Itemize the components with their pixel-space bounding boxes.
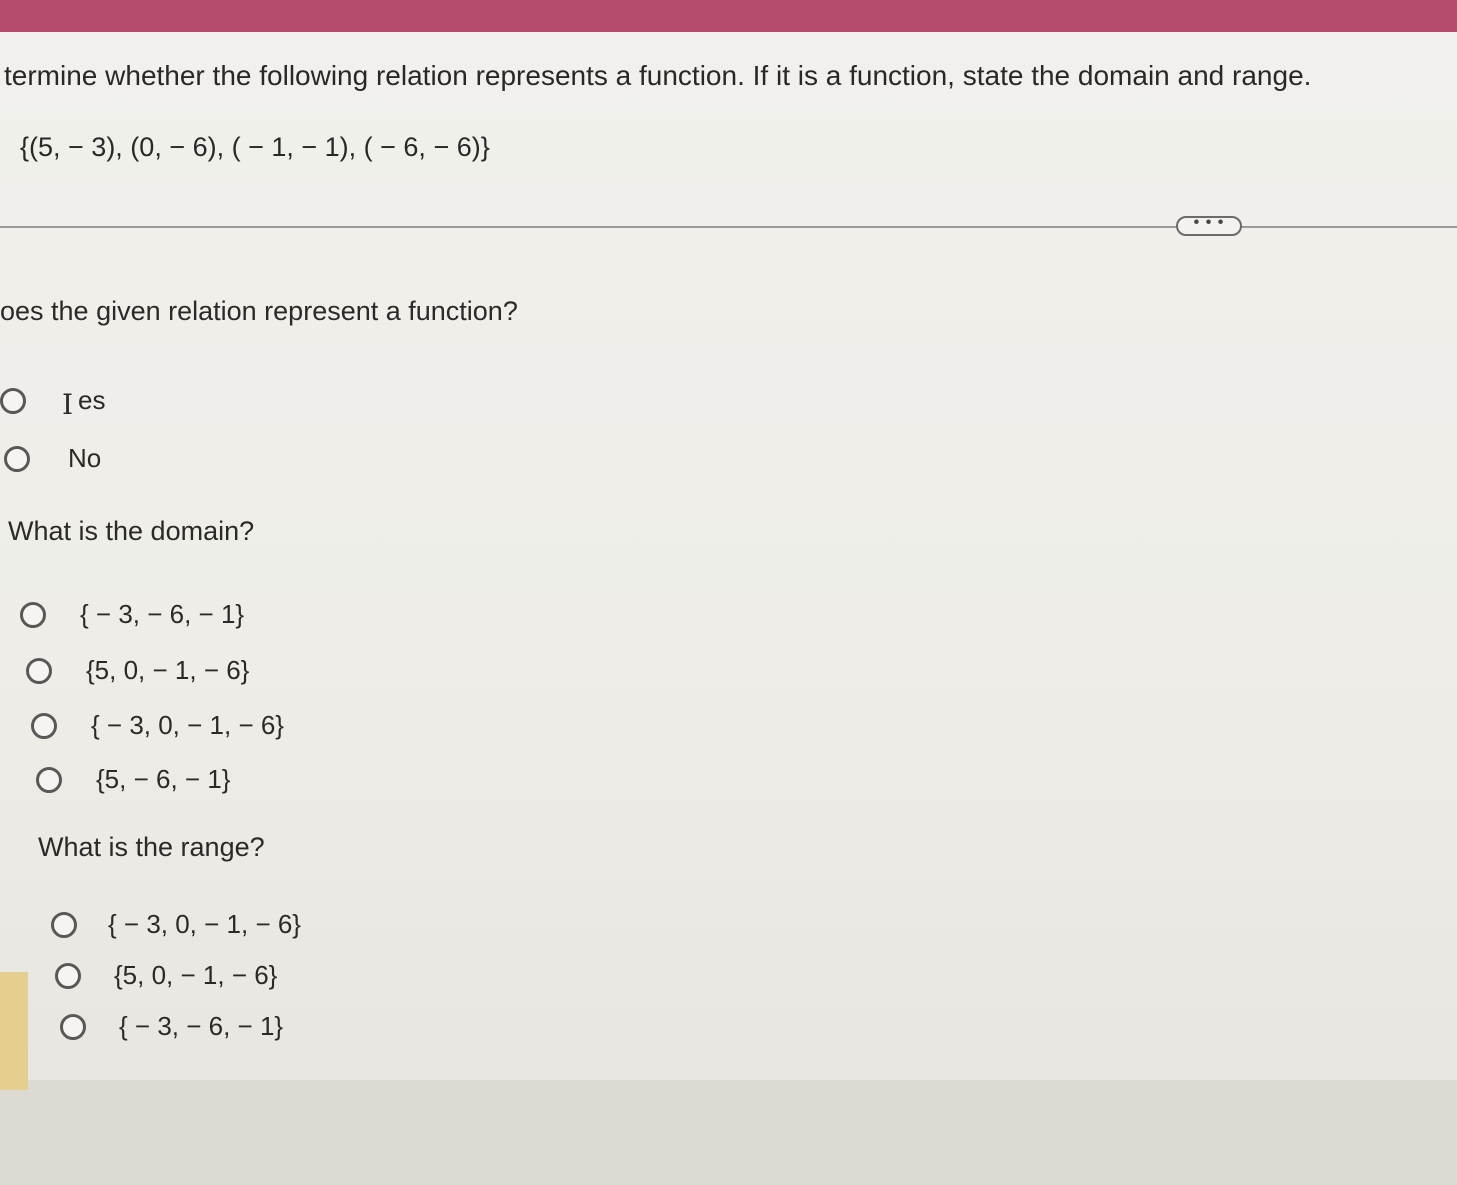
more-options-button[interactable]: • • • <box>1176 216 1242 236</box>
range-option-3[interactable]: { − 3, − 6, − 1} <box>119 1011 284 1041</box>
domain-option-4[interactable]: {5, − 6, − 1} <box>96 764 231 794</box>
option-no-label[interactable]: No <box>68 443 102 473</box>
question-instruction: termine whether the following relation represents a function. If it is a function, state the domain and range. <box>4 60 1312 91</box>
range-radio-1[interactable] <box>51 912 77 938</box>
function-question: oes the given relation represent a function? <box>0 296 518 326</box>
relation-set: {(5, − 3), (0, − 6), ( − 1, − 1), ( − 6, − 6)} <box>20 132 490 162</box>
footer-area <box>0 1080 1457 1185</box>
domain-option-1[interactable]: { − 3, − 6, − 1} <box>80 599 245 629</box>
domain-radio-2[interactable] <box>26 658 52 684</box>
text-cursor-icon: I <box>62 388 74 421</box>
range-option-2[interactable]: {5, 0, − 1, − 6} <box>114 960 278 990</box>
domain-question: What is the domain? <box>8 516 255 546</box>
domain-radio-1[interactable] <box>20 602 46 628</box>
domain-option-2[interactable]: {5, 0, − 1, − 6} <box>86 655 250 685</box>
domain-radio-4[interactable] <box>36 767 62 793</box>
top-bar <box>0 0 1457 32</box>
domain-radio-3[interactable] <box>31 713 57 739</box>
range-radio-2[interactable] <box>55 963 81 989</box>
range-radio-3[interactable] <box>60 1014 86 1040</box>
radio-yes[interactable] <box>0 388 26 414</box>
option-yes-label[interactable]: es <box>78 385 106 415</box>
range-question: What is the range? <box>38 832 265 862</box>
radio-no[interactable] <box>4 446 30 472</box>
range-option-1[interactable]: { − 3, 0, − 1, − 6} <box>108 909 301 939</box>
left-accent-bar <box>0 972 28 1090</box>
domain-option-3[interactable]: { − 3, 0, − 1, − 6} <box>91 710 284 740</box>
